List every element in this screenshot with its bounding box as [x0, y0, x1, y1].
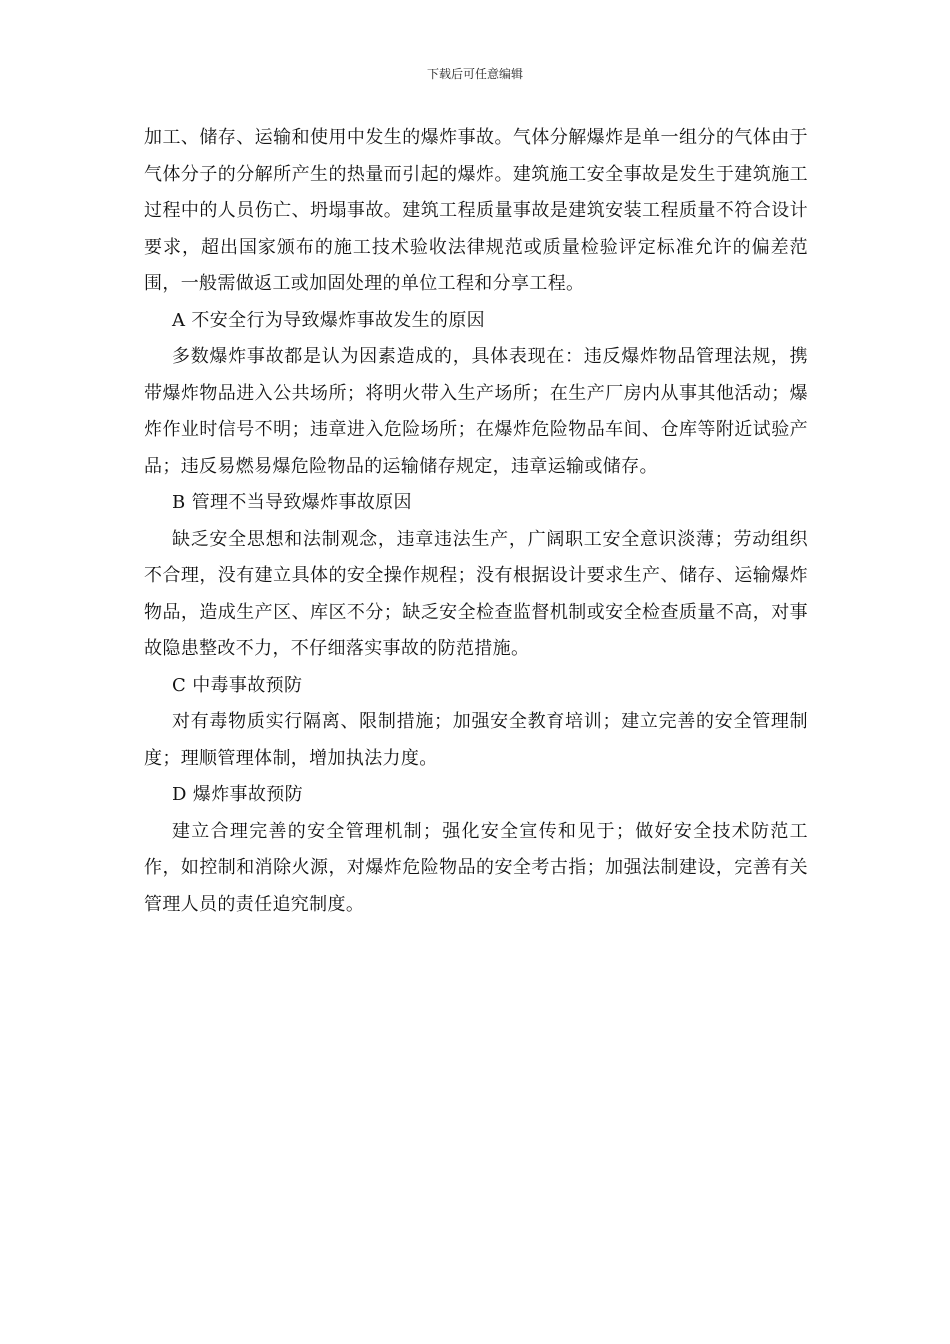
section-d-paragraph: 建立合理完善的安全管理机制；强化安全宣传和见于；做好安全技术防范工作，如控制和消除火源，对爆炸危险物品的安全考古指；加强法制建设，完善有关管理人员的责任追究制度。 [144, 820, 808, 915]
document-body [144, 120, 808, 923]
intro-paragraph: 加工、储存、运输和使用中发生的爆炸事故。气体分解爆炸是单一组分的气体由于气体分子的分解所产生的热量而引起的爆炸。建筑施工安全事故是发生于建筑施工过程中的人员伤亡、坍塌事故。建筑工程质量事故是建筑安装工程质量不符合设计要求，超出国家颁布的施工技术验收法律规范或质量检验评定标准允许的偏差范围，一般需做返工或加固处理的单位工程和分享工程。 [144, 127, 808, 294]
section-c-paragraph: 对有毒物质实行隔离、限制措施；加强安全教育培训；建立完善的安全管理制度；理顺管理体制，增加执法力度。 [144, 711, 808, 769]
section-b-heading: B 管理不当导致爆炸事故原因 [172, 492, 412, 513]
section-c-heading: C 中毒事故预防 [172, 674, 303, 696]
section-b-paragraph: 缺乏安全思想和法制观念，违章违法生产，广阔职工安全意识淡薄；劳动组织不合理，没有建立具体的安全操作规程；没有根据设计要求生产、储存、运输爆炸物品，造成生产区、库区不分；缺乏安全检查监督机制或安全检查质量不高，对事故隐患整改不力，不仔细落实事故的防范措施。 [144, 528, 808, 659]
section-d-heading: D 爆炸事故预防 [172, 784, 303, 805]
page-header: 下载后可任意编辑 [426, 67, 523, 81]
section-a-heading: A 不安全行为导致爆炸事故发生的原因 [172, 309, 486, 331]
section-a-paragraph: 多数爆炸事故都是认为因素造成的，具体表现在：违反爆炸物品管理法规，携带爆炸物品进入公共场所；将明火带入生产场所；在生产厂房内从事其他活动；爆炸作业时信号不明；违章进入危险场所；在爆炸危险物品车间、仓库等附近试验产品；违反易燃易爆危险物品的运输储存规定，违章运输或储存。 [144, 346, 808, 477]
